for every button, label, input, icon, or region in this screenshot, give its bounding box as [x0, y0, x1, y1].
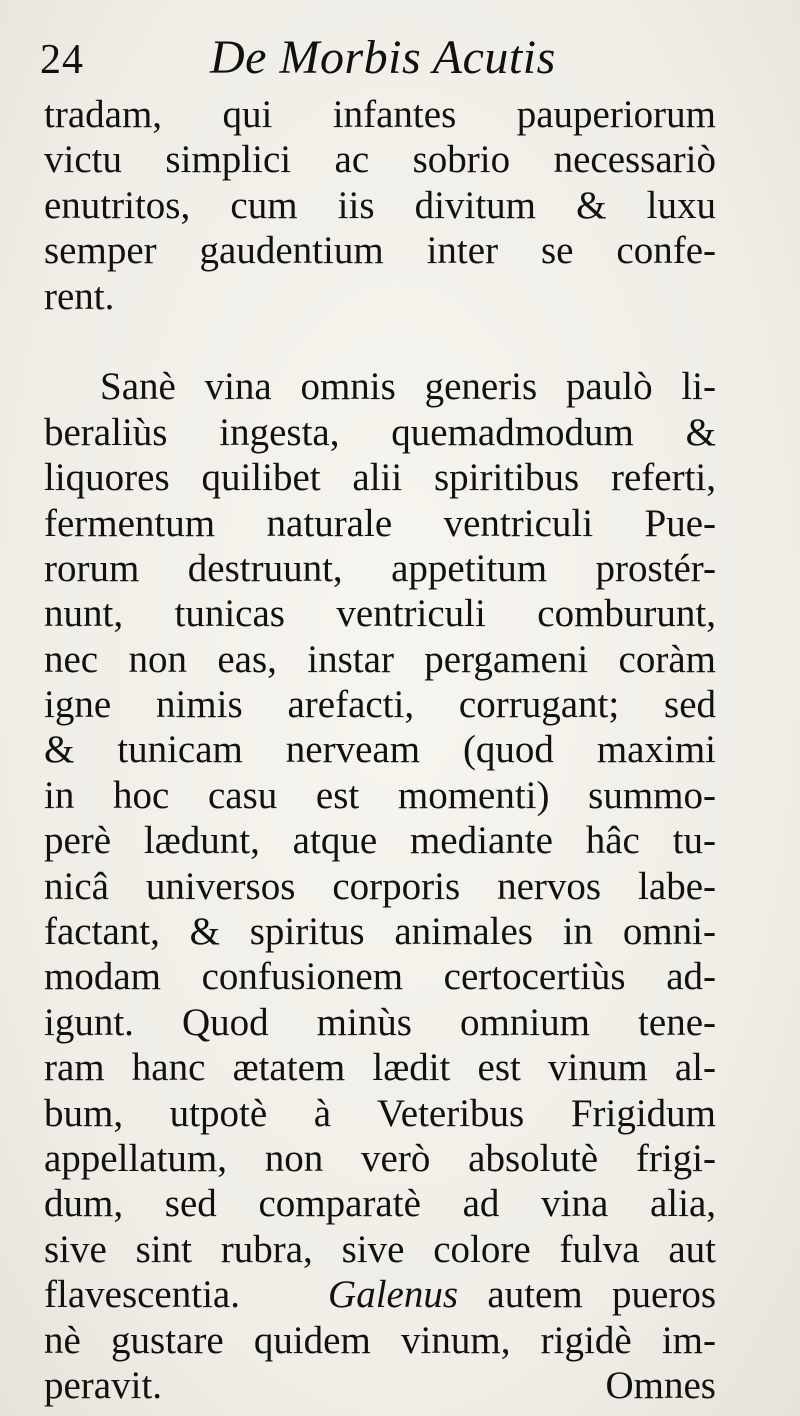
text-line: beraliùs ingesta, quemadmodum &	[44, 410, 716, 454]
text-line: modam confusionem certocertiùs ad-	[44, 955, 716, 999]
text-line: nec non eas, instar pergameni coràm	[44, 637, 716, 681]
text-line: nè gustare quidem vinum, rigidè im-	[44, 1318, 716, 1362]
text-line: rent.	[44, 274, 115, 318]
running-title: De Morbis Acutis	[210, 31, 556, 84]
text-line: in hoc casu est momenti) summo-	[44, 773, 716, 817]
text-line: & tunicam nerveam (quod maximi	[44, 728, 716, 772]
text-line: igne nimis arefacti, corrugant; sed	[44, 683, 716, 727]
text-fragment: autem pueros	[458, 1273, 716, 1317]
text-line: appellatum, non verò absolutè frigi-	[44, 1136, 716, 1180]
paragraph-gap	[44, 319, 716, 364]
text-line: rorum destruunt, appetitum prostér-	[44, 546, 716, 590]
text-line: enutritos, cum iis divitum & luxu	[44, 183, 716, 227]
text-line: factant, & spiritus animales in omni-	[44, 910, 716, 954]
text-line-mixed	[44, 1272, 716, 1317]
running-head	[0, 30, 800, 92]
body-text	[44, 92, 716, 1408]
text-line: sive sint rubra, sive colore fulva aut	[44, 1227, 716, 1271]
text-fragment: peravit.	[44, 1363, 163, 1407]
text-line: semper gaudentium inter se confe-	[44, 229, 716, 273]
text-fragment: flavescentia.	[44, 1273, 240, 1317]
text-line-final	[44, 1363, 716, 1408]
catchword: Omnes	[605, 1363, 716, 1407]
text-line: perè lædunt, atque mediante hâc tu-	[44, 819, 716, 863]
text-line: dum, sed comparatè ad vina alia,	[44, 1182, 716, 1226]
text-line: Sanè vina omnis generis paulò li-	[100, 365, 716, 409]
text-line: bum, utpotè à Veteribus Frigidum	[44, 1091, 716, 1135]
text-line: ram hanc ætatem lædit est vinum al-	[44, 1046, 716, 1090]
text-line: nicâ universos corporis nervos labe-	[44, 864, 716, 908]
text-line: igunt. Quod minùs omnium tene-	[44, 1000, 716, 1044]
text-line: nunt, tunicas ventriculi comburunt,	[44, 592, 716, 636]
text-line: victu simplici ac sobrio necessariò	[44, 138, 716, 182]
page-number: 24	[40, 37, 84, 83]
italic-name: Galenus	[328, 1273, 459, 1317]
text-line: liquores quilibet alii spiritibus referti,	[44, 456, 716, 500]
text-line: tradam, qui infantes pauperiorum	[44, 93, 716, 136]
text-line: fermentum naturale ventriculi Pue-	[44, 501, 716, 545]
